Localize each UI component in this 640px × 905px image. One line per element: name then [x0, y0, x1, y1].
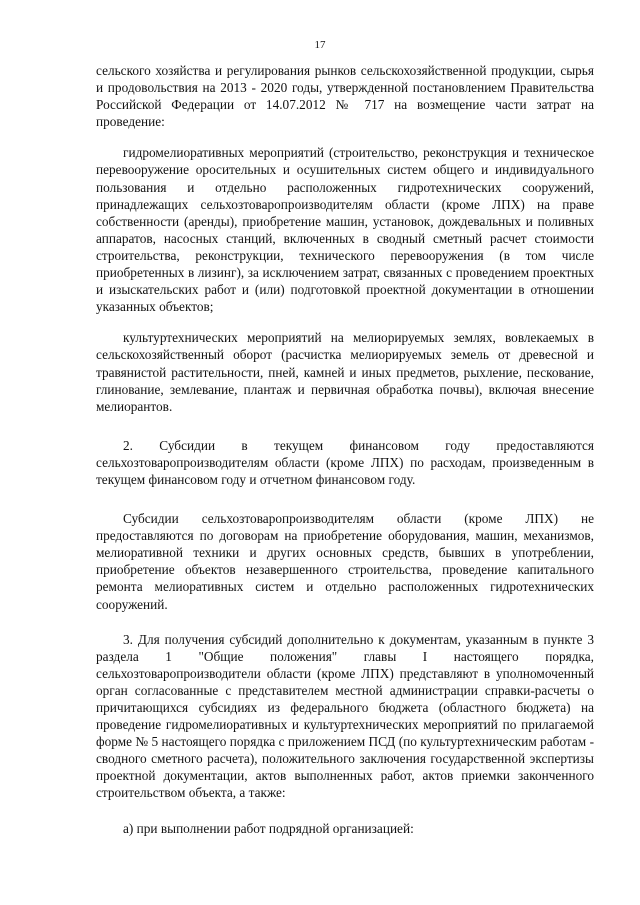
page-number: 17 — [314, 39, 326, 51]
paragraph-exclusions: Субсидии сельхозтоваропроизводителям области (кроме ЛПХ) не предоставляются по договорам на приобретение оборудования, машин, механизмов, мелиоративной техники и других основных средств, бывших в употреблении, приобретение объектов незавершенного строительства, проведение капитального ремонта мелиоративных систем и отдельно расположенных гидротехнических сооружений. — [96, 511, 594, 612]
paragraph-item-3: 3. Для получения субсидий дополнительно к документам, указанным в пункте 3 раздела 1 "Общие положения" главы I настоящего порядка, сельхозтоваропроизводители области (кроме ЛПХ) представляют в уполномоченный орган согласованные с представителем местной администрации справки-расчеты о причитающихся субсидиях из федерального бюджета (областного бюджета) на проведение гидромелиоративных и культуртехнических мероприятий по прилагаемой форме № 5 настоящего порядка с приложением ПСД (по культуртехническим работам - сводного сметного расчета), положительного заключения государственной экспертизы проектной документации, актов выполненных работ, актов приемки законченного строительством объекта, а также: — [96, 631, 594, 801]
document-body — [96, 62, 594, 837]
paragraph-item-2: 2. Субсидии в текущем финансовом году предоставляются сельхозтоваропроизводителям области (кроме ЛПХ) по расходам, произведенным в текущем финансовом году и отчетном финансовом году. — [96, 437, 594, 487]
paragraph-hydromelioration: гидромелиоративных мероприятий (строительство, реконструкция и техническое перевооружение оросительных и осушительных систем общего и индивидуального пользования и отдельно расположенных гидротехнических сооружений, принадлежащих сельхозтоваропроизводителям области (кроме ЛПХ) на праве собственности (аренды), приобретение машин, установок, дождевальных и поливных аппаратов, насосных станций, включенных в сводный сметный расчет стоимости строительства, реконструкции, технического перевооружения (в том числе приобретенных в лизинг), за исключением затрат, связанных с проведением проектных и изыскательских работ и (или) подготовкой проектной документации в отношении указанных объектов; — [96, 145, 594, 315]
paragraph-subitem-a: а) при выполнении работ подрядной организацией: — [123, 820, 414, 836]
paragraph-program-reference: сельского хозяйства и регулирования рынков сельскохозяйственной продукции, сырья и продовольствия на 2013 - 2020 годы, утвержденной постановлением Правительства Российской Федерации от 14.07.2012 № 717 на возмещение части затрат на проведение: — [96, 63, 594, 130]
paragraph-cultural-technical: культуртехнических мероприятий на мелиорируемых землях, вовлекаемых в сельскохозяйственный оборот (расчистка мелиорируемых земель от древесной и травянистой растительности, пней, камней и иных предметов, рыхление, пескование, глинование, землевание, плантаж и первичная обработка почвы), включая внесение мелиорантов. — [96, 330, 594, 414]
